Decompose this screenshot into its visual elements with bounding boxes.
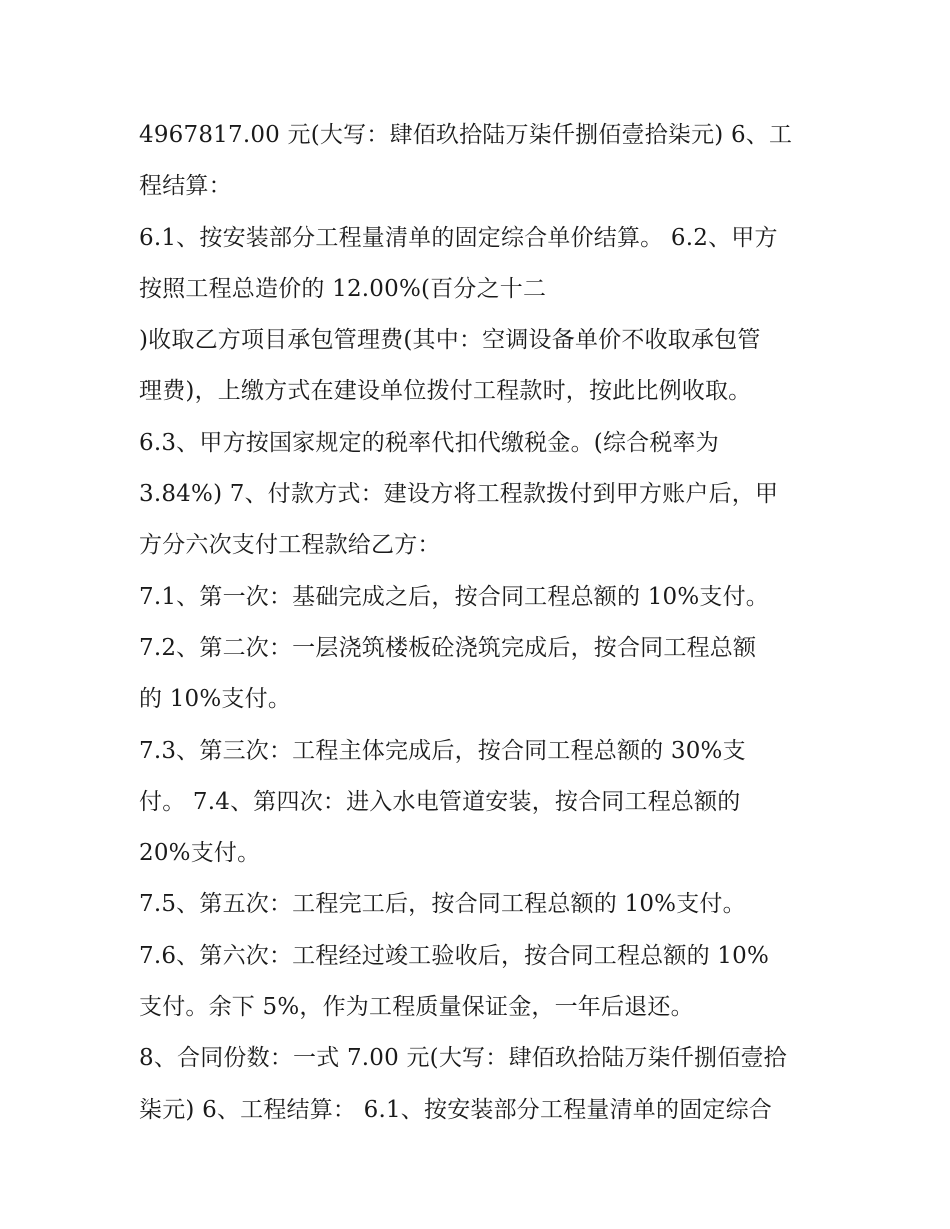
text-line: 支付。余下 5%，作为工程质量保证金，一年后退还。 [139,994,694,1021]
text-line: 3.84%) 7、付款方式：建设方将工程款拨付到甲方账户后，甲 [139,481,779,508]
text-line: 7.6、第六次：工程经过竣工验收后，按合同工程总额的 10% [139,942,770,969]
text-line: 7.3、第三次：工程主体完成后，按合同工程总额的 30%支 [139,737,746,764]
text-line: 8、合同份数：一式 7.00 元(大写：肆佰玖拾陆万柒仟捌佰壹拾 [139,1045,787,1072]
text-line: 20%支付。 [139,840,261,867]
text-line: 柒元) 6、工程结算： 6.1、按安装部分工程量清单的固定综合 [139,1096,773,1123]
text-line: 7.5、第五次：工程完工后，按合同工程总额的 10%支付。 [139,891,746,918]
text-line: 理费)，上缴方式在建设单位拨付工程款时，按此比例收取。 [139,378,752,405]
text-line: 7.2、第二次：一层浇筑楼板砼浇筑完成后，按合同工程总额 [139,634,757,661]
text-line: 按照工程总造价的 12.00%(百分之十二 [139,275,547,302]
text-line: 6.1、按安装部分工程量清单的固定综合单价结算。 6.2、甲方 [139,224,778,251]
text-line: 的 10%支付。 [139,686,292,713]
text-line: 程结算： [139,173,232,200]
text-line: 7.1、第一次：基础完成之后，按合同工程总额的 10%支付。 [139,583,770,610]
text-line: 6.3、甲方按国家规定的税率代扣代缴税金。(综合税率为 [139,429,719,456]
text-line: 方分六次支付工程款给乙方： [139,532,441,559]
text-line: )收取乙方项目承包管理费(其中：空调设备单价不收取承包管 [139,327,761,354]
contract-text [139,110,829,1136]
text-line: 4967817.00 元(大写：肆佰玖拾陆万柒仟捌佰壹拾柒元) 6、工 [139,122,793,148]
text-line: 付。 7.4、第四次：进入水电管道安装，按合同工程总额的 [139,788,741,815]
